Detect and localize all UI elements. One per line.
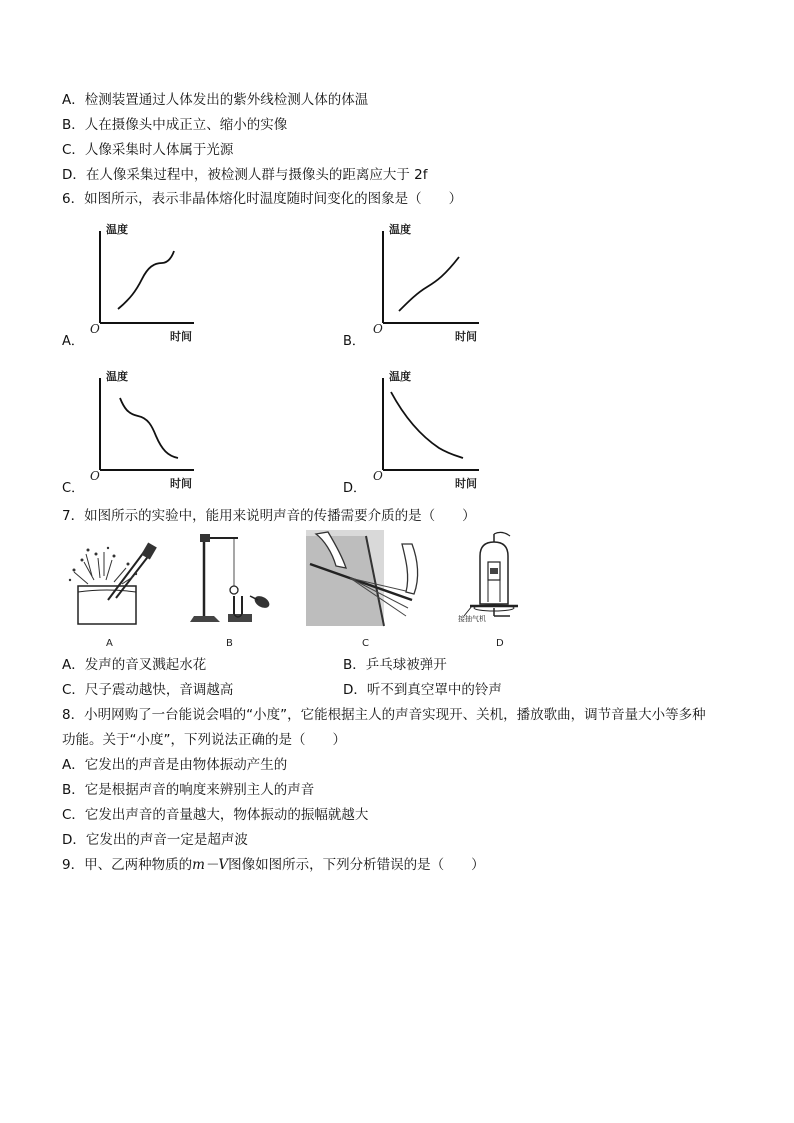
graph-a-curve [118,251,174,309]
q6-graph-a [84,215,194,345]
q9-stem [62,855,485,875]
q7-figure-b [184,530,279,634]
q7-figure-b-caption: B [226,638,233,649]
q8-option-a: A．它发出的声音是由物体振动产生的 [62,757,288,773]
graph-a-y-label: 温度 [106,223,128,236]
q7-option-c: C．尺子震动越快，音调越高 [62,682,234,698]
q8-option-d: D．它发出的声音一定是超声波 [62,832,248,848]
graph-d-x-label: 时间 [455,477,477,490]
graph-d-curve [391,392,463,458]
q6-option-c-label: C． [62,481,85,496]
graph-c-origin: O [90,469,100,483]
graph-c-x-label: 时间 [170,477,192,490]
q9-stem-formula: m－V [192,857,229,873]
q8-stem-line2: 功能。关于“小度”，下列说法正确的是（ ） [62,732,346,748]
q6-stem: 6．如图所示，表示非晶体熔化时温度随时间变化的图象是（ ） [62,191,463,207]
q6-graph-d [367,362,482,492]
graph-a-origin: O [90,322,100,336]
q7-figure-d-note: 接抽气机 [458,615,486,623]
q7-figure-d-caption: D [496,638,504,649]
q5-option-c: C．人像采集时人体属于光源 [62,142,234,158]
q7-figure-a-caption: A [106,638,113,649]
q9-stem-suffix: 图像如图所示，下列分析错误的是（ ） [228,857,485,873]
graph-b-curve [399,257,459,311]
q7-figure-d [458,530,533,634]
q8-option-b: B．它是根据声音的响度来辨别主人的声音 [62,782,315,798]
q7-figure-c-caption: C [362,638,369,649]
q9-stem-prefix: 9．甲、乙两种物质的 [62,857,193,873]
graph-c-y-label: 温度 [106,370,128,383]
graph-b-origin: O [373,322,383,336]
q7-option-b: B．乒乓球被弹开 [343,657,447,673]
graph-c-curve [120,398,178,458]
q7-option-d: D．听不到真空罩中的铃声 [343,682,502,698]
q5-option-a: A．检测装置通过人体发出的紫外线检测人体的体温 [62,92,369,108]
q7-stem: 7．如图所示的实验中，能用来说明声音的传播需要介质的是（ ） [62,508,476,524]
graph-a-x-label: 时间 [170,330,192,343]
q5-option-b: B．人在摄像头中成正立、缩小的实像 [62,117,288,133]
q6-option-b-label: B． [343,334,365,349]
q7-figure-a [64,530,159,634]
q6-graph-b [367,215,482,345]
graph-b-y-label: 温度 [389,223,411,236]
q6-graph-c [84,362,194,492]
q8-option-c: C．它发出声音的音量越大，物体振动的振幅就越大 [62,807,369,823]
graph-d-y-label: 温度 [389,370,411,383]
graph-d-origin: O [373,469,383,483]
q5-option-d: D．在人像采集过程中，被检测人群与摄像头的距离应大于 2f [62,167,428,183]
q7-option-a: A．发声的音叉溅起水花 [62,657,207,673]
q6-option-d-label: D． [343,481,367,496]
q7-figure-c [306,530,431,634]
graph-b-x-label: 时间 [455,330,477,343]
q6-option-a-label: A． [62,334,84,349]
q8-stem-line1: 8．小明网购了一台能说会唱的“小度”，它能根据主人的声音实现开、关机，播放歌曲，调节音量大小等多种 [62,707,706,723]
